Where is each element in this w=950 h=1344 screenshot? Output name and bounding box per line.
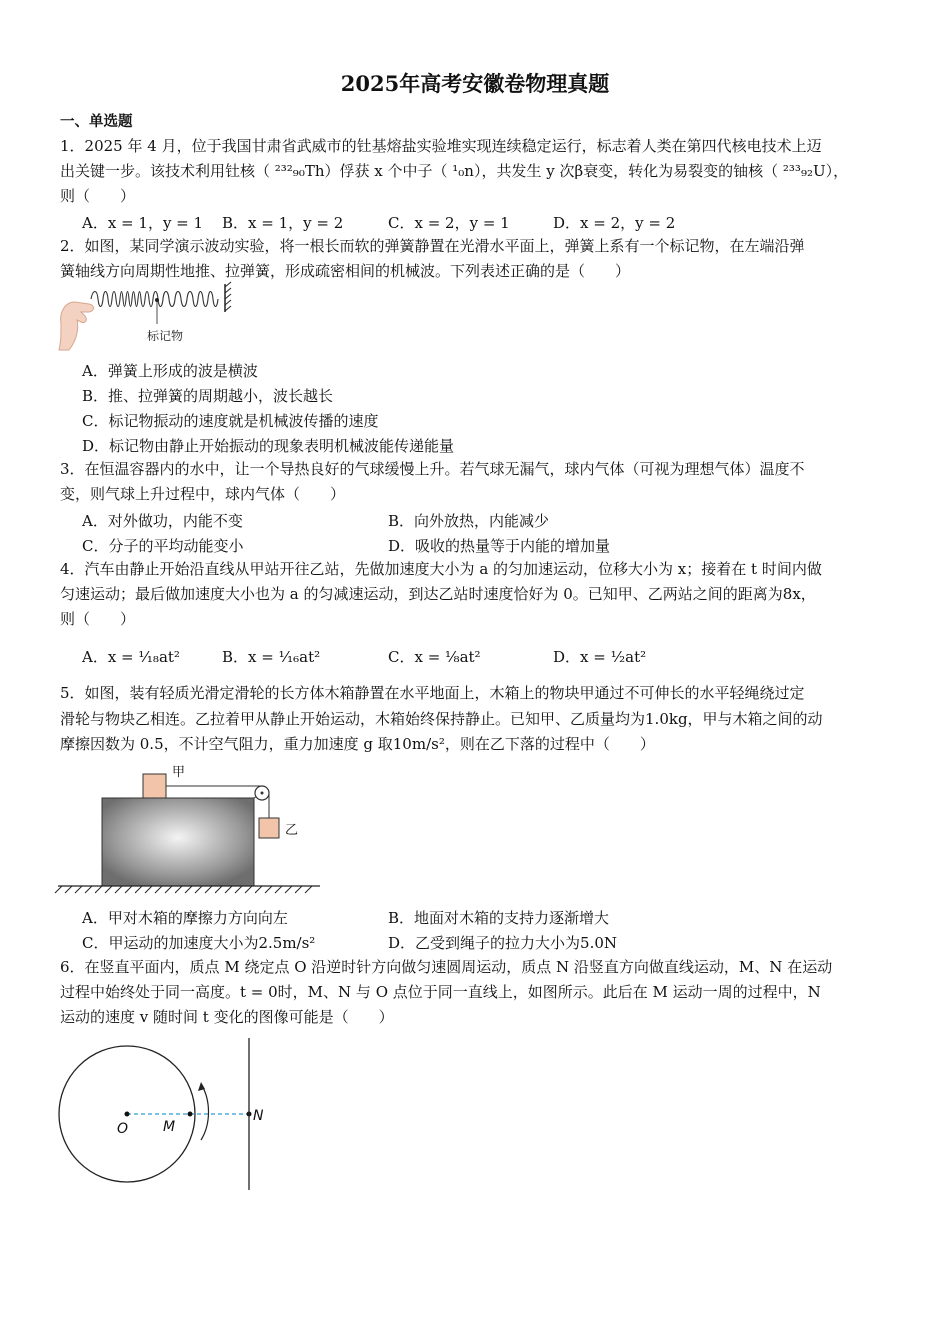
q4-option-c: C．x = ¹⁄₈at² xyxy=(388,648,481,666)
q4-line1: 4．汽车由静止开始沿直线从甲站开往乙站，先做加速度大小为 a 的匀加速运动，位移大小为 x；接着在 t 时间内做 xyxy=(60,560,822,578)
q2-option-d: D．标记物由静止开始振动的现象表明机械波能传递能量 xyxy=(82,437,455,455)
q4-option-b: B．x = ¹⁄₁₆at² xyxy=(222,648,321,666)
box-pulley-figure xyxy=(58,762,320,894)
q3-line2: 变，则气球上升过程中，球内气体（ ） xyxy=(60,485,346,503)
q4-option-a: A．x = ¹⁄₁₈at² xyxy=(82,648,180,666)
label-M: M xyxy=(163,1119,176,1135)
circular-motion-figure xyxy=(55,1036,275,1194)
q1-option-b: B．x = 1，y = 2 xyxy=(222,214,344,232)
q6-line1: 6．在竖直平面内，质点 M 绕定点 O 沿逆时针方向做匀速圆周运动，质点 N 沿竖直方向做直线运动，M、N 在运动 xyxy=(60,958,833,976)
spring-coils xyxy=(91,292,218,307)
q1-line1: 1．2025 年 4 月，位于我国甘肃省武威市的钍基熔盐实验堆实现连续稳定运行，标志着人类在第四代核电技术上迈 xyxy=(60,137,822,155)
q5-line3: 摩擦因数为 0.5，不计空气阻力，重力加速度 g 取10m/s²，则在乙下落的过程中（ ） xyxy=(60,735,655,753)
hand-shape xyxy=(59,302,94,350)
q1-option-d: D．x = 2，y = 2 xyxy=(553,214,676,232)
q1-line2: 出关键一步。该技术利用钍核（ ²³²₉₀Th）俘获 x 个中子（ ¹₀n），共发生 y 次β衰变，转化为易裂变的铀核（ ²³³₉₂U）， xyxy=(60,162,849,180)
q1-line3: 则（ ） xyxy=(60,187,136,205)
rotation-arrow xyxy=(201,1084,209,1140)
q1-option-a: A．x = 1，y = 1 xyxy=(82,214,204,232)
q4-line3: 则（ ） xyxy=(60,610,136,628)
q3-option-b: B．向外放热，内能减少 xyxy=(388,512,550,530)
q2-line1: 2．如图，某同学演示波动实验，将一根长而软的弹簧静置在光滑水平面上，弹簧上系有一个标记物，在左端沿弹 xyxy=(60,237,805,255)
q3-line1: 3．在恒温容器内的水中，让一个导热良好的气球缓慢上升。若气球无漏气，球内气体（可视为理想气体）温度不 xyxy=(60,460,805,478)
q4-option-d: D．x = ¹⁄₂at² xyxy=(553,648,647,666)
q5-option-c: C．甲运动的加速度大小为2.5m/s² xyxy=(82,934,316,952)
q3-option-c: C．分子的平均动能变小 xyxy=(82,537,244,555)
q5-option-b: B．地面对木箱的支持力逐渐增大 xyxy=(388,909,610,927)
block-jia xyxy=(143,774,166,798)
q6-line3: 运动的速度 v 随时间 t 变化的图像可能是（ ） xyxy=(60,1008,394,1026)
q5-line2: 滑轮与物块乙相连。乙拉着甲从静止开始运动，木箱始终保持静止。已知甲、乙质量均为1.0kg，甲与木箱之间的动 xyxy=(60,710,823,728)
point-O xyxy=(125,1112,130,1117)
section-heading: 一、单选题 xyxy=(60,113,133,130)
label-jia: 甲 xyxy=(172,765,186,780)
q3-option-d: D．吸收的热量等于内能的增加量 xyxy=(388,537,611,555)
q5-option-a: A．甲对木箱的摩擦力方向向左 xyxy=(82,909,288,927)
q2-option-a: A．弹簧上形成的波是横波 xyxy=(82,362,258,380)
point-M xyxy=(188,1112,193,1117)
wooden-box xyxy=(102,798,254,886)
q2-line2: 簧轴线方向周期性地推、拉弹簧，形成疏密相间的机械波。下列表述正确的是（ ） xyxy=(60,262,631,280)
q2-option-b: B．推、拉弹簧的周期越小，波长越长 xyxy=(82,387,334,405)
page-title: 2025年高考安徽卷物理真题 xyxy=(340,71,610,96)
label-N: N xyxy=(253,1108,264,1124)
marker-label: 标记物 xyxy=(147,329,184,343)
q2-option-c: C．标记物振动的速度就是机械波传播的速度 xyxy=(82,412,379,430)
q6-line2: 过程中始终处于同一高度。t = 0时，M、N 与 O 点位于同一直线上，如图所示。此后在 M 运动一周的过程中，N xyxy=(60,983,821,1001)
spring-figure xyxy=(55,284,245,356)
label-yi: 乙 xyxy=(285,823,299,838)
q5-line1: 5．如图，装有轻质光滑定滑轮的长方体木箱静置在水平地面上，木箱上的物块甲通过不可伸长的水平轻绳绕过定 xyxy=(60,684,805,702)
q4-line2: 匀速运动；最后做加速度大小也为 a 的匀减速运动，到达乙站时速度恰好为 0。已知甲、乙两站之间的距离为8x， xyxy=(60,585,816,603)
q1-option-c: C．x = 2，y = 1 xyxy=(388,214,510,232)
q5-option-d: D．乙受到绳子的拉力大小为5.0N xyxy=(388,934,618,952)
label-O: O xyxy=(117,1121,129,1137)
q3-option-a: A．对外做功，内能不变 xyxy=(82,512,243,530)
block-yi xyxy=(259,818,279,838)
